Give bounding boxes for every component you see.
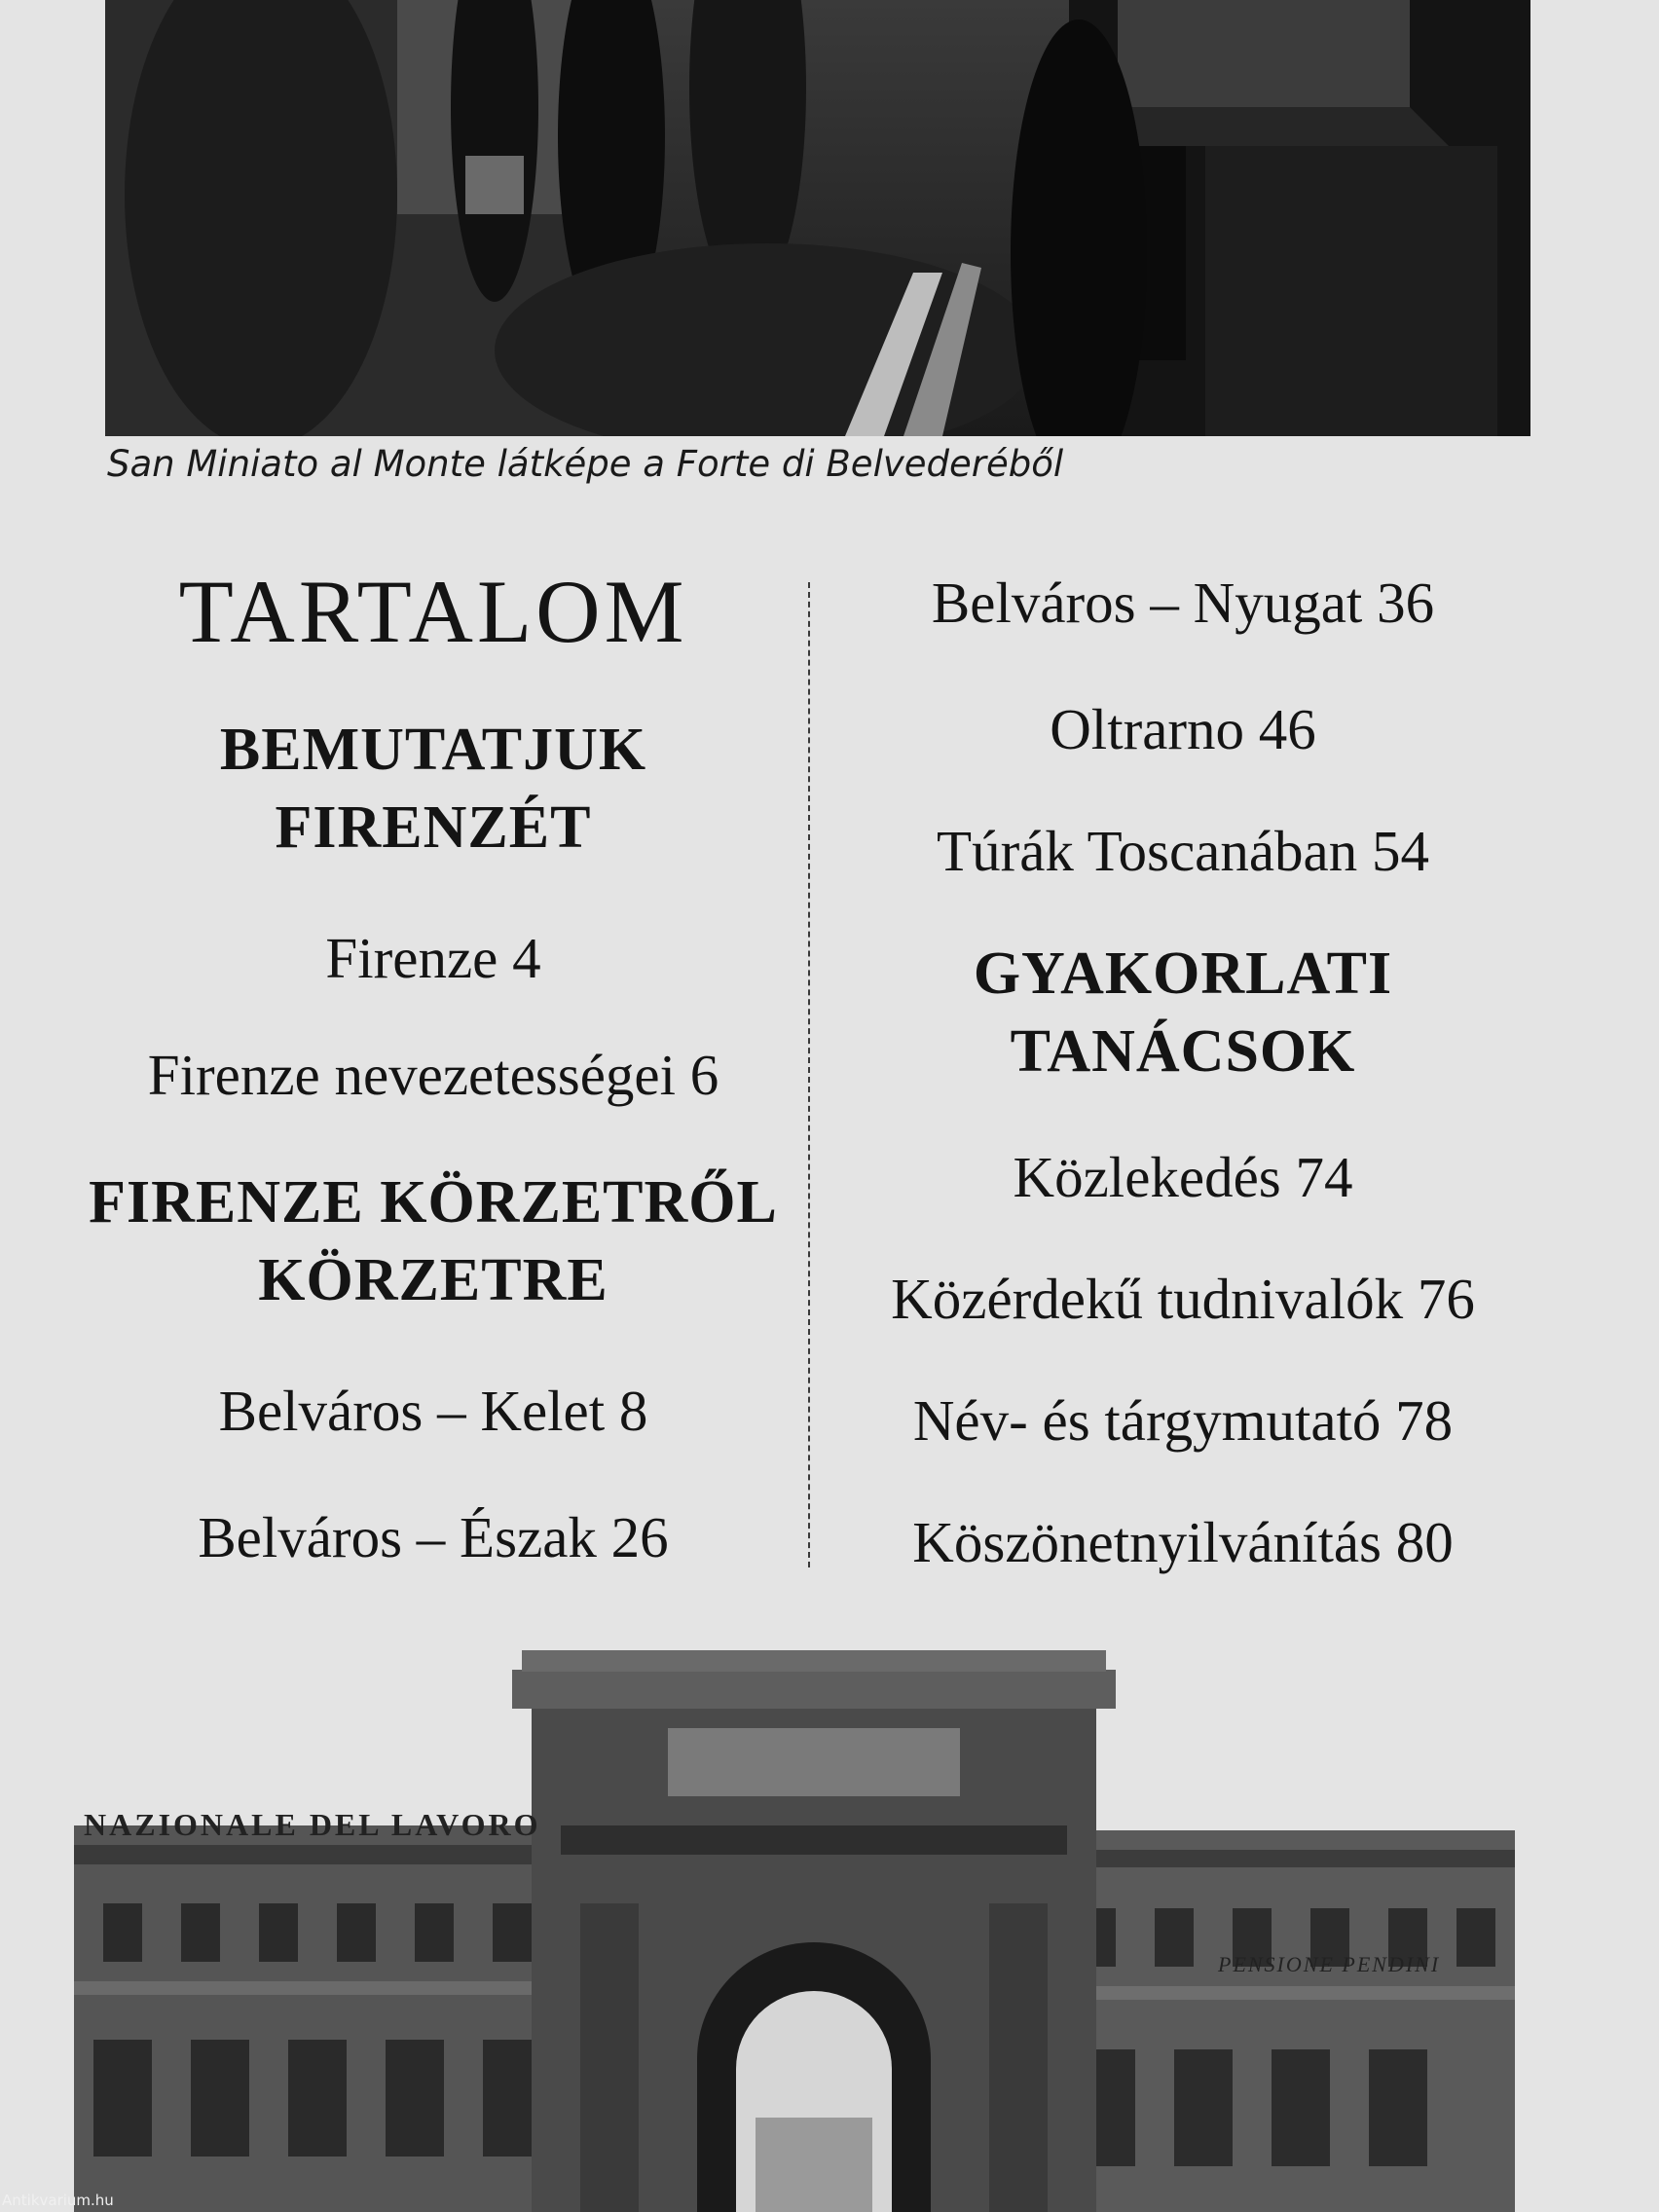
bottom-photo-image <box>74 1650 1515 2212</box>
toc-entry[interactable]: Túrák Toscanában 54 <box>937 819 1429 883</box>
top-photo <box>105 0 1530 436</box>
toc-entry[interactable]: Firenze nevezetességei 6 <box>147 1043 719 1107</box>
watermark: Antikvarium.hu <box>2 2192 114 2209</box>
toc-section-heading: FIRENZE KÖRZETRŐL <box>89 1169 778 1235</box>
toc-entry[interactable]: Közlekedés 74 <box>1013 1145 1353 1209</box>
toc-section-heading: KÖRZETRE <box>258 1247 608 1313</box>
toc-section-heading: BEMUTATJUK <box>219 717 647 783</box>
bottom-photo <box>74 1650 1515 2212</box>
column-divider <box>808 582 810 1567</box>
building-sign-left: NAZIONALE DEL LAVORO <box>84 1807 541 1842</box>
top-photo-image <box>105 0 1530 436</box>
toc-section-heading: FIRENZÉT <box>275 794 592 861</box>
toc-entry[interactable]: Oltrarno 46 <box>1050 697 1316 761</box>
toc-entry[interactable]: Firenze 4 <box>325 926 541 990</box>
toc-title: TARTALOM <box>178 562 688 661</box>
toc-entry[interactable]: Közérdekű tudnivalók 76 <box>891 1267 1475 1331</box>
toc-entry[interactable]: Belváros – Nyugat 36 <box>931 571 1435 635</box>
toc-entry[interactable]: Köszönetnyilvánítás 80 <box>912 1510 1454 1574</box>
toc-entry[interactable]: Belváros – Észak 26 <box>198 1505 669 1569</box>
toc-section-heading: GYAKORLATI <box>973 940 1393 1007</box>
building-sign-right: PENSIONE PENDINI <box>1218 1952 1441 1976</box>
toc-entry[interactable]: Név- és tárgymutató 78 <box>912 1388 1454 1453</box>
toc-entry[interactable]: Belváros – Kelet 8 <box>218 1379 648 1443</box>
toc-section-heading: TANÁCSOK <box>1010 1018 1356 1085</box>
photo-caption: San Miniato al Monte látképe a Forte di Belvederéből <box>107 443 1064 485</box>
